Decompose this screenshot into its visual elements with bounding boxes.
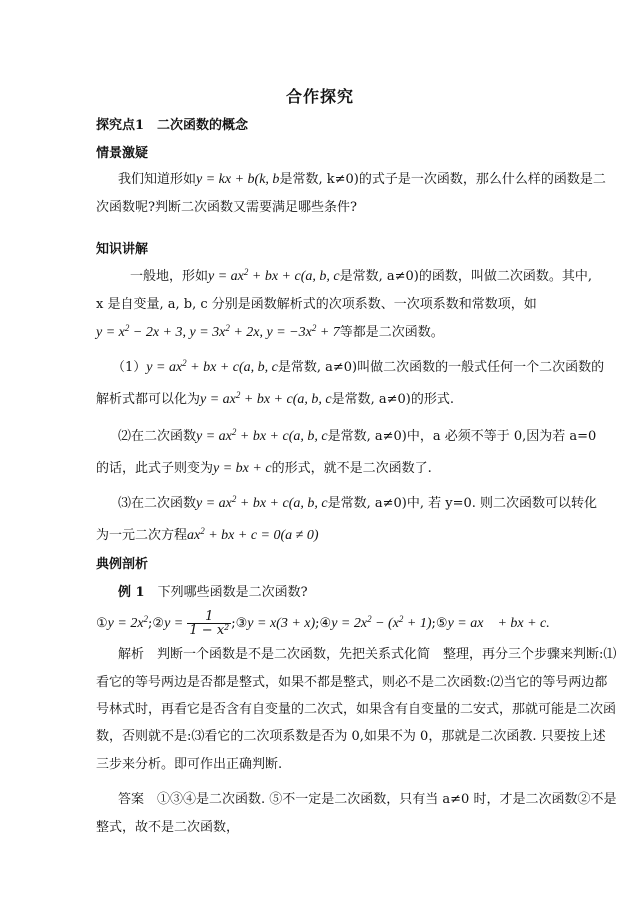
quadratic-general-formula: $y = ax^2$ + bx + c(a, b, c	[146, 358, 278, 375]
definition-line2: x 是自变量, a, b, c 分别是函数解析式的次项系数、一次项系数和常数项，如	[96, 297, 537, 312]
text: 是常数, k≠0)的式子是一次函数，那么什么样的函数是二	[279, 172, 606, 187]
subheading-examples: 典例剖析	[96, 557, 149, 572]
example1-options	[96, 610, 550, 637]
option-formula-4: $y = 2x^2 - (x^2 + 1)$	[331, 614, 432, 631]
text: 的形式，就不是二次函数了.	[271, 461, 432, 476]
text: 解析式都可以化为	[96, 392, 201, 407]
linear-reduced-formula: y = bx + c	[213, 461, 272, 476]
section-heading-concept: 探究点1 二次函数的概念	[96, 118, 249, 133]
separator: ;③	[231, 616, 248, 631]
quadratic-equation-formula: $ax^2$ + bx + c = 0(a ≠ 0)	[187, 526, 319, 543]
text: 是常数, a≠0)的形式.	[331, 392, 454, 407]
definition-line3	[96, 324, 444, 342]
separator: ;⑤	[431, 616, 448, 631]
text: 是常数, a≠0)中，a 必须不等于 0,因为若 a=0	[327, 429, 597, 444]
note3-line1	[118, 495, 597, 513]
intro-paragraph-line1	[118, 171, 606, 189]
linear-function-formula: y = kx + b(k, b	[196, 172, 280, 187]
note2-line2	[96, 460, 432, 478]
fraction-numerator: 1	[187, 610, 231, 624]
analysis-line-1: 解析 判断一个函数是不是二次函数，先把关系式化简 整理，再分三个步骤来判断:⑴	[118, 647, 617, 662]
quadratic-general-formula: $y = ax^2$ + bx + c(a, b, c	[200, 390, 332, 407]
text: 为一元二次方程	[96, 528, 188, 543]
text: 等都是二次函数。	[339, 325, 444, 340]
option-formula-2-fraction	[187, 610, 231, 637]
text: 是常数, a≠0)中, 若 y=0. 则二次函数可以转化	[327, 496, 598, 511]
text: 是常数, a≠0)叫做二次函数的一般式任何一个二次函数的	[277, 360, 605, 375]
separator: ;④	[315, 616, 332, 631]
option-formula-5: y = ax + bx + c.	[447, 616, 550, 631]
intro-paragraph-line2: 次函数呢?判断二次函数又需要满足哪些条件?	[96, 200, 357, 215]
separator: ;②	[148, 616, 165, 631]
answer-line-1: 答案 ①③④是二次函数. ⑤不一定是二次函数，只有当 a≠0 时，才是二次函数②不是	[118, 792, 617, 807]
quadratic-general-formula: $y = ax^2$ + bx + c(a, b, c	[196, 427, 328, 444]
quadratic-general-formula: $y = ax^2$ + bx + c(a, b, c	[196, 494, 328, 511]
subheading-scene: 情景激疑	[96, 146, 149, 161]
analysis-line-3: 号林式时，再看它是否含有自变量的二次式，如果含有自变量的二安式，那就可能是二次函	[96, 702, 617, 717]
example1-question	[118, 584, 308, 602]
quadratic-general-formula: $y = ax^2$ + bx + c(a, b, c	[208, 267, 340, 284]
analysis-line-5: 三步来分析。即可作出正确判断.	[96, 757, 283, 772]
option-formula-1: $y = 2x^2$	[107, 614, 149, 631]
text: 下列哪些函数是二次函数?	[157, 585, 308, 600]
example-label: 例 1	[118, 585, 145, 600]
text: ⑵在二次函数	[118, 429, 197, 444]
analysis-line-2: 看它的等号两边是否都是整式，如果不都是整式，则必不是二次函数:⑵当它的等号两边都	[96, 675, 608, 690]
quadratic-examples-formula: $y = x^2 - 2x + 3$, $y = 3x^2 + 2x$, $y = -3x^2 + 7$	[96, 323, 340, 340]
note1-line1	[112, 359, 604, 377]
answer-line-2: 整式，故不是二次函数，	[96, 820, 240, 835]
text: 的话，此式子则变为	[96, 461, 214, 476]
analysis-line-4: 数，否则就不是:⑶看它的二次项系数是否为 0,如果不为 0，那就是二次函教. 只要按上述	[96, 729, 606, 744]
note3-line2	[96, 527, 319, 545]
definition-line1	[130, 268, 592, 286]
option-marker: ①	[96, 616, 108, 631]
note-number: （1）	[112, 360, 147, 375]
option-formula-3: y = x(3 + x)	[247, 616, 316, 631]
text: 是常数, a≠0)的函数，叫做二次函数。其中,	[339, 269, 592, 284]
page-title: 合作探究	[285, 87, 354, 106]
fraction-denominator: $1 - x^2$	[189, 623, 230, 638]
text: 我们知道形如	[118, 172, 197, 187]
note1-line2	[96, 391, 454, 409]
note2-line1	[118, 428, 596, 446]
option-formula-2-lhs: y =	[164, 616, 184, 631]
text: ⑶在二次函数	[118, 496, 197, 511]
text: 一般地，形如	[130, 269, 209, 284]
subheading-knowledge: 知识讲解	[96, 242, 149, 257]
